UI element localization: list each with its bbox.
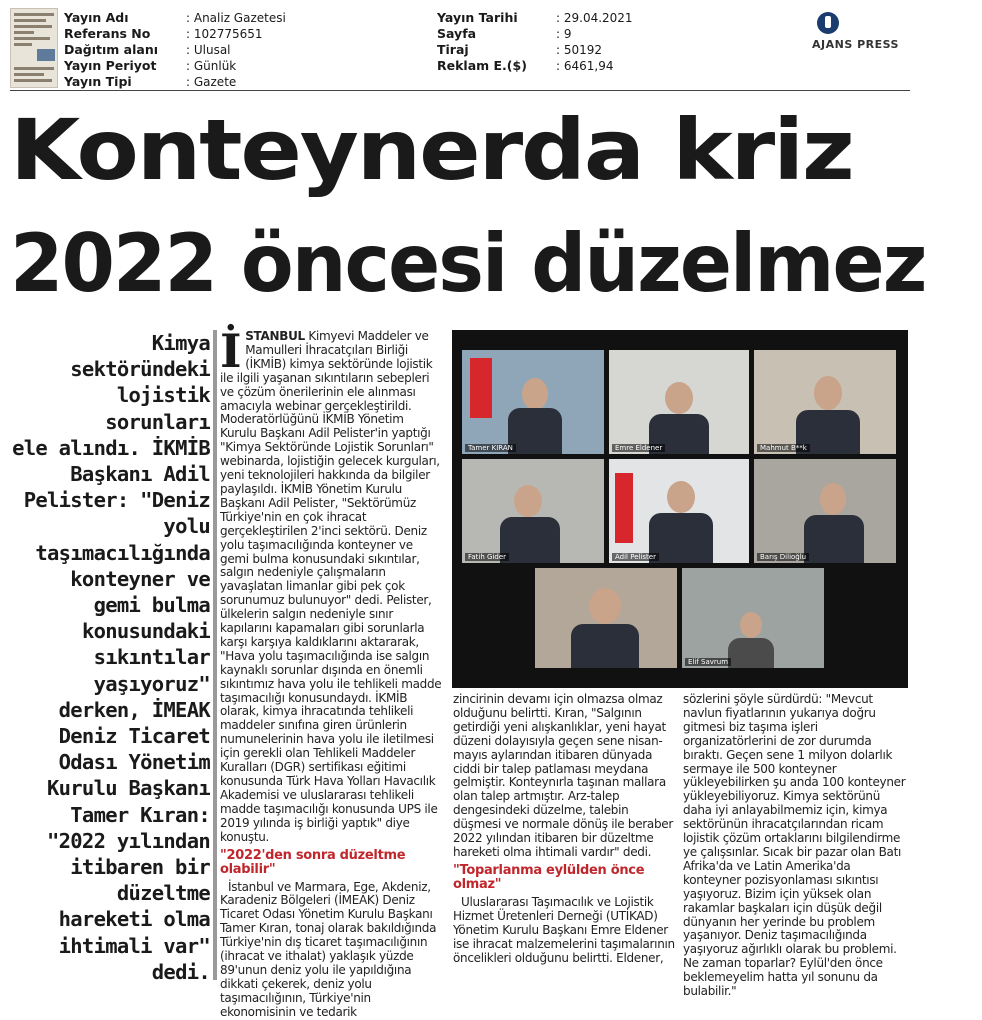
ajans-press-logo-icon bbox=[817, 12, 839, 34]
meta-row: Referans No : 102775651 bbox=[64, 26, 263, 41]
article-column-1 bbox=[220, 324, 443, 1020]
clipping-thumbnail bbox=[10, 8, 58, 88]
participant-name: Mahmut B**k bbox=[757, 444, 810, 452]
meta-row: Sayfa : 9 bbox=[437, 26, 572, 41]
header-divider bbox=[10, 90, 910, 91]
ajans-press-logo bbox=[812, 12, 912, 52]
participant-name: Emre Eldener bbox=[612, 444, 665, 452]
article-paragraph: Kimyevi Maddeler ve Mamulleri İhracatçıları Birliği (İKMİB) kimya sektöründe lojistik ile ilgili yaşanan sıkıntıların sebepleri ve çözüm önerilerinin ele alınması amacıyla webinar gerçekleştirildi. Moderatörlüğünü İKMİB Yönetim Kurulu Başkanı Adil Pelister'in yaptığı "Kimya Sektöründe Lojistik Sorunları" webinarda, lojistiğin gelecek kurguları, yeni teknolojileri hakkında da bilgiler paylaşıldı. İKMİB Yönetim Kurulu Başkanı Adil Pelister, "Sektörümüz Türkiye'nin en çok ihracat gerçekleştirilen 2'inci sektörü. Deniz yolu taşımacılığında konteyner ve gemi bulma konusundaki sıkıntılar, salgın nedeniyle çalışmaların yavaşlatan limanlar gibi pek çok sorunumuz bulunuyor" dedi. Pelister, ülkelerin salgın nedeniyle sınır kapılarını kapamaları gibi sorunlarla karşı karşıya kaldıklarını aktararak, "Hava yolu taşımacılığında ise salgın kaynaklı sorunlar dışında en önemli sıkıntımız hava yolu ile tehlikeli madde taşımacılığı konusundaydı. İKMİB olarak, kimya ihracatında tehlikeli maddeler sınıfına giren ürünlerin numunelerinin hava yolu ile iletilmesi için gerekli olan Tehlikeli Maddeler Kuralları (DGR) sertifikası eğitimi konusunda Türk Hava Yolları Havacılık Akademisi ve uluslararası tehlikeli madde taşımacılığı konusunda UPS ile 2019 yılında iş birliği yaptık" diye konuştu. bbox=[220, 329, 442, 844]
publication-meta-left bbox=[64, 10, 286, 90]
participant-tile bbox=[462, 459, 604, 563]
article-paragraph: zincirinin devamı için olmazsa olmaz olduğunu belirtti. Kıran, "Salgının getirdiği yeni alışkanlıklar, yeni hayat düzeni dolayısıyla geçen sene nisan-mayıs aylarından itibaren dünyada ciddi bir talep patlaması meydana gelmiştir. Konteynırla taşınan mallara olan talep artmıştır. Arz-talep dengesindeki düzelme, talebin düşmesi ve normale dönüş ile beraber 2022 yılından itibaren bir düzeltme hareketi olma ihtimali vardır" dedi. bbox=[453, 692, 674, 859]
participant-tile bbox=[609, 350, 749, 454]
headline-line-1: Konteynerda kriz bbox=[10, 101, 853, 199]
participant-name: Tamer KIRAN bbox=[465, 444, 516, 452]
article-paragraph: İstanbul ve Marmara, Ege, Akdeniz, Karadeniz Bölgeleri (İMEAK) Deniz Ticaret Odası Yönetim Kurulu Başkanı Tamer Kıran, tonaj olarak bakıldığında Türkiye'nin dış ticaret taşımacılığının (ihracat ve ithalat) yaklaşık yüzde 89'unun deniz yolu ile yapıldığına dikkati çekerek, deniz yolu taşımacılığının, Türkiye'nin ekonomisinin ve tedarik bbox=[220, 879, 437, 1019]
meta-row: Yayın Adı : Analiz Gazetesi bbox=[64, 10, 286, 25]
column-divider bbox=[213, 330, 217, 980]
video-conference-photo bbox=[452, 330, 908, 688]
spot-text: Kimya sektöründeki lojistik sorunları ele alındı. İKMİB Başkanı Adil Pelister: "Deniz yolu taşımacılığında konteyner ve gemi bulma konusundaki sıkıntılar yaşıyoruz" derken, İMEAK Deniz Ticaret Odası Yönetim Kurulu Başkanı Tamer Kıran: "2022 yılından itibaren bir düzeltme hareketi olma ihtimali var" dedi. bbox=[12, 331, 210, 984]
article-column-2 bbox=[453, 693, 675, 965]
participant-name: Barış Dilioğlu bbox=[757, 553, 809, 561]
article-paragraph: sözlerini şöyle sürdürdü: "Mevcut navlun fiyatlarının yukarıya doğru gitmesi biz taşıma işleri organizatörlerini de zor durumda bıraktı. Geçen sene 1 milyon dolarlık sermaye ile 500 konteyner yükleyebilirken şu anda 100 konteyner yükleyebiliyoruz. Kimya sektörünü daha iyi anlayabilmemiz için, kimya sektörünün ihracatçılarından ricam lojistik çözüm ortaklarını bilgilendirme ye çalışsınlar. Sıcak bir pazar olan Batı Afrika'da ve Latin Amerika'da konteyner pozisyonlaması sıkıntısı yaşıyoruz. Bizim için yüksek olan rakamlar başkaları için düşük değil dünyanın her yerinde bu problem yaşanıyor. Deniz taşımacılığında yaşıyoruz ağırlıklı olarak bu problemi. Ne zaman toparlar? Eylül'den önce beklemeyelim hatta yıl sonunu da bulabilir." bbox=[683, 692, 906, 999]
meta-row: Yayın Periyot : Günlük bbox=[64, 58, 237, 73]
drop-cap: İ bbox=[220, 324, 242, 378]
article-column-3 bbox=[683, 693, 908, 999]
article-paragraph: Uluslararası Taşımacılık ve Lojistik Hizmet Üretenleri Derneği (UTİKAD) Yönetim Kurulu Başkanı Emre Eldener ise ihracat malzemelerini taşımalarının öncelikleri olduğunu belirtti. Eldener, bbox=[453, 894, 675, 965]
meta-row: Yayın Tarihi : 29.04.2021 bbox=[437, 10, 633, 25]
participant-tile bbox=[462, 350, 604, 454]
headline-line-2: 2022 öncesi düzelmez bbox=[10, 217, 926, 310]
participant-tile bbox=[609, 459, 749, 563]
meta-row: Tiraj : 50192 bbox=[437, 42, 603, 57]
publication-meta-right bbox=[437, 10, 633, 74]
participant-tile bbox=[754, 459, 896, 563]
participant-tile bbox=[754, 350, 896, 454]
meta-row: Reklam E.($) : 6461,94 bbox=[437, 58, 614, 73]
subheading: "2022'den sonra düzeltme olabilir" bbox=[220, 847, 406, 877]
meta-row: Yayın Tipi : Gazete bbox=[64, 74, 237, 89]
subheading: "Toparlanma eylülden önce olmaz" bbox=[453, 862, 645, 892]
participant-name: Adil Pelister bbox=[612, 553, 659, 561]
participant-tile bbox=[535, 568, 677, 668]
participant-tile bbox=[682, 568, 824, 668]
participant-name: Fatih Gider bbox=[465, 553, 509, 561]
logo-text: AJANS PRESS bbox=[812, 38, 899, 51]
participant-name: Elif Savrum bbox=[685, 658, 731, 666]
dateline: STANBUL bbox=[245, 329, 305, 343]
meta-row: Dağıtım alanı : Ulusal bbox=[64, 42, 231, 57]
